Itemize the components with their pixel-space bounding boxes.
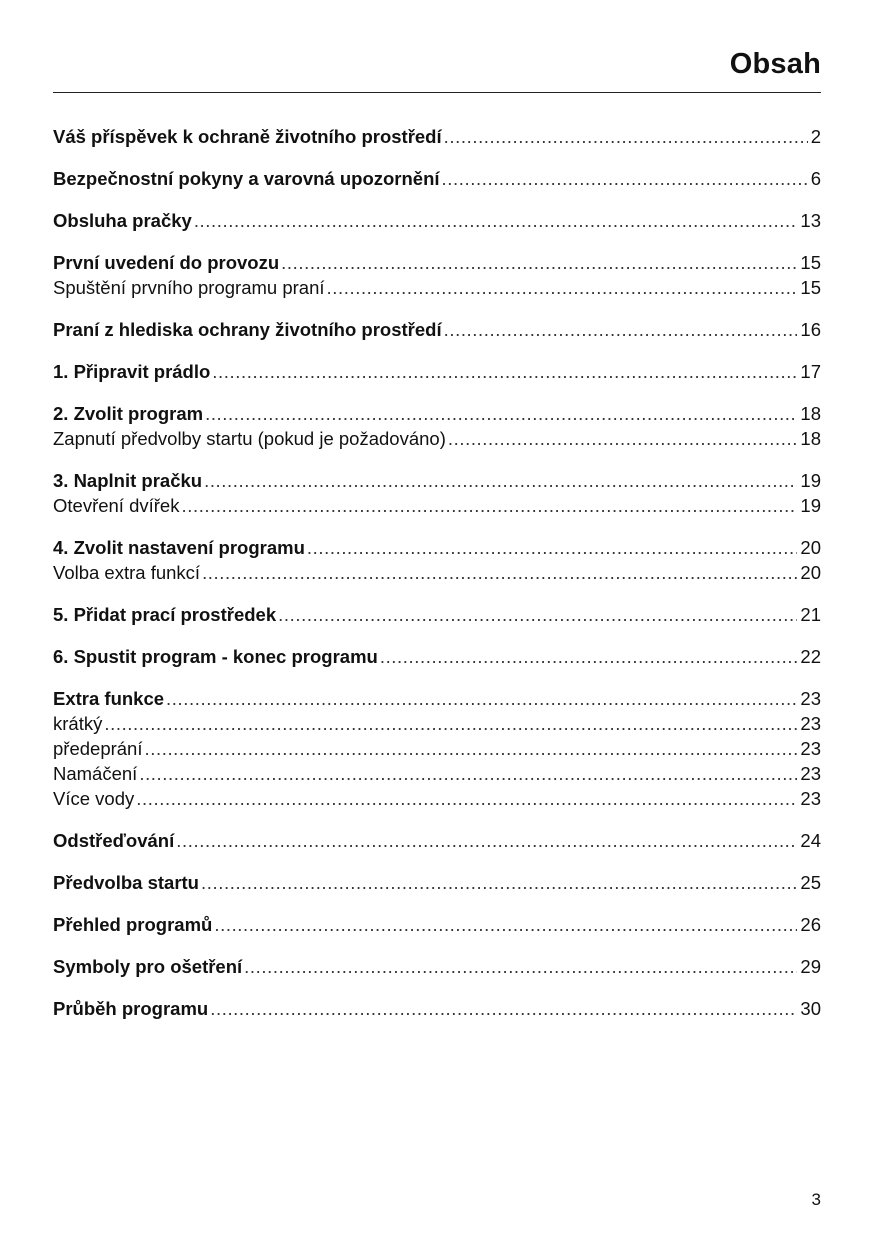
toc-entry-page: 24 <box>800 830 821 851</box>
toc-entry-main[interactable] <box>53 686 821 711</box>
dot-leader <box>212 359 797 384</box>
toc-entry-page: 20 <box>800 562 821 583</box>
dot-leader <box>139 761 797 786</box>
toc-entry-page: 23 <box>800 688 821 709</box>
page-title: Obsah <box>729 48 821 80</box>
toc-entry-sub[interactable] <box>53 493 821 518</box>
dot-leader <box>144 736 797 761</box>
toc-entry-label: Volba extra funkcí <box>53 562 201 583</box>
toc-section <box>53 401 821 451</box>
toc-section <box>53 828 821 853</box>
dot-leader <box>442 166 808 191</box>
toc-section <box>53 870 821 895</box>
toc-section <box>53 686 821 811</box>
dot-leader <box>166 686 797 711</box>
toc-entry-label: předeprání <box>53 738 143 759</box>
toc-entry-page: 23 <box>800 738 821 759</box>
toc-entry-label: 4. Zvolit nastavení programu <box>53 537 305 558</box>
page-number: 3 <box>811 1190 821 1209</box>
toc-entry-label: Obsluha pračky <box>53 210 192 231</box>
toc-entry-label: 2. Zvolit program <box>53 403 204 424</box>
toc-entry-page: 17 <box>800 361 821 382</box>
toc-entry-main[interactable] <box>53 912 821 937</box>
toc-entry-label: Předvolba startu <box>53 872 199 893</box>
toc-entry-main[interactable] <box>53 208 821 233</box>
dot-leader <box>201 870 797 895</box>
toc-entry-sub[interactable] <box>53 736 821 761</box>
toc-entry-page: 29 <box>800 956 821 977</box>
toc-entry-main[interactable] <box>53 124 821 149</box>
dot-leader <box>204 468 797 493</box>
dot-leader <box>281 250 797 275</box>
dot-leader <box>176 828 797 853</box>
toc-entry-label: 1. Připravit prádlo <box>53 361 211 382</box>
toc-entry-page: 30 <box>800 998 821 1019</box>
toc-entry-label: Váš příspěvek k ochraně životního prostředí <box>53 126 442 147</box>
dot-leader <box>214 912 797 937</box>
toc-entry-label: Bezpečnostní pokyny a varovná upozornění <box>53 168 440 189</box>
toc-entry-page: 15 <box>800 277 821 298</box>
toc-entry-sub[interactable] <box>53 275 821 300</box>
toc-entry-label: Přehled programů <box>53 914 213 935</box>
toc-entry-page: 6 <box>810 168 821 189</box>
toc-entry-sub[interactable] <box>53 761 821 786</box>
toc-entry-label: Průběh programu <box>53 998 209 1019</box>
toc-section <box>53 208 821 233</box>
toc-entry-page: 15 <box>800 252 821 273</box>
toc-entry-page: 23 <box>800 763 821 784</box>
table-of-contents <box>53 124 821 1038</box>
toc-section <box>53 468 821 518</box>
toc-entry-page: 18 <box>800 428 821 449</box>
toc-entry-label: 6. Spustit program - konec programu <box>53 646 378 667</box>
toc-entry-page: 23 <box>800 788 821 809</box>
toc-entry-label: krátký <box>53 713 103 734</box>
toc-entry-label: Symboly pro ošetření <box>53 956 243 977</box>
toc-entry-main[interactable] <box>53 996 821 1021</box>
toc-entry-page: 13 <box>800 210 821 231</box>
toc-entry-page: 26 <box>800 914 821 935</box>
dot-leader <box>202 560 797 585</box>
toc-section <box>53 317 821 342</box>
toc-entry-main[interactable] <box>53 644 821 669</box>
toc-entry-label: První uvedení do provozu <box>53 252 280 273</box>
dot-leader <box>278 602 797 627</box>
toc-section <box>53 644 821 669</box>
toc-entry-page: 19 <box>800 470 821 491</box>
toc-entry-main[interactable] <box>53 828 821 853</box>
dot-leader <box>136 786 797 811</box>
dot-leader <box>181 493 797 518</box>
toc-entry-label: Namáčení <box>53 763 138 784</box>
toc-entry-page: 25 <box>800 872 821 893</box>
toc-entry-label: Odstřeďování <box>53 830 175 851</box>
dot-leader <box>104 711 797 736</box>
toc-entry-main[interactable] <box>53 954 821 979</box>
dot-leader <box>448 426 798 451</box>
dot-leader <box>210 996 797 1021</box>
toc-entry-label: Extra funkce <box>53 688 165 709</box>
dot-leader <box>380 644 798 669</box>
toc-entry-label: 3. Naplnit pračku <box>53 470 203 491</box>
toc-entry-page: 19 <box>800 495 821 516</box>
toc-entry-sub[interactable] <box>53 711 821 736</box>
toc-entry-label: 5. Přidat prací prostředek <box>53 604 277 625</box>
toc-entry-main[interactable] <box>53 870 821 895</box>
toc-section <box>53 602 821 627</box>
toc-section <box>53 124 821 149</box>
toc-entry-label: Praní z hlediska ochrany životního prostředí <box>53 319 442 340</box>
toc-entry-page: 18 <box>800 403 821 424</box>
dot-leader <box>194 208 798 233</box>
dot-leader <box>327 275 798 300</box>
dot-leader <box>205 401 797 426</box>
toc-section <box>53 250 821 300</box>
toc-entry-label: Více vody <box>53 788 135 809</box>
dot-leader <box>307 535 798 560</box>
toc-entry-main[interactable] <box>53 602 821 627</box>
toc-entry-page: 23 <box>800 713 821 734</box>
toc-entry-sub[interactable] <box>53 560 821 585</box>
toc-entry-label: Spuštění prvního programu praní <box>53 277 325 298</box>
toc-section <box>53 954 821 979</box>
toc-section <box>53 996 821 1021</box>
toc-entry-label: Otevření dvířek <box>53 495 180 516</box>
dot-leader <box>444 124 808 149</box>
toc-section <box>53 535 821 585</box>
toc-section <box>53 166 821 191</box>
toc-entry-main[interactable] <box>53 166 821 191</box>
toc-section <box>53 359 821 384</box>
toc-entry-sub[interactable] <box>53 786 821 811</box>
toc-entry-main[interactable] <box>53 250 821 275</box>
toc-entry-main[interactable] <box>53 359 821 384</box>
toc-entry-page: 16 <box>800 319 821 340</box>
title-divider <box>53 92 821 93</box>
toc-entry-page: 22 <box>800 646 821 667</box>
toc-entry-main[interactable] <box>53 468 821 493</box>
toc-entry-page: 21 <box>800 604 821 625</box>
toc-entry-main[interactable] <box>53 401 821 426</box>
toc-entry-sub[interactable] <box>53 426 821 451</box>
toc-section <box>53 912 821 937</box>
toc-entry-page: 2 <box>810 126 821 147</box>
toc-entry-main[interactable] <box>53 317 821 342</box>
toc-entry-label: Zapnutí předvolby startu (pokud je požadováno) <box>53 428 446 449</box>
dot-leader <box>244 954 797 979</box>
dot-leader <box>444 317 798 342</box>
toc-entry-main[interactable] <box>53 535 821 560</box>
toc-entry-page: 20 <box>800 537 821 558</box>
